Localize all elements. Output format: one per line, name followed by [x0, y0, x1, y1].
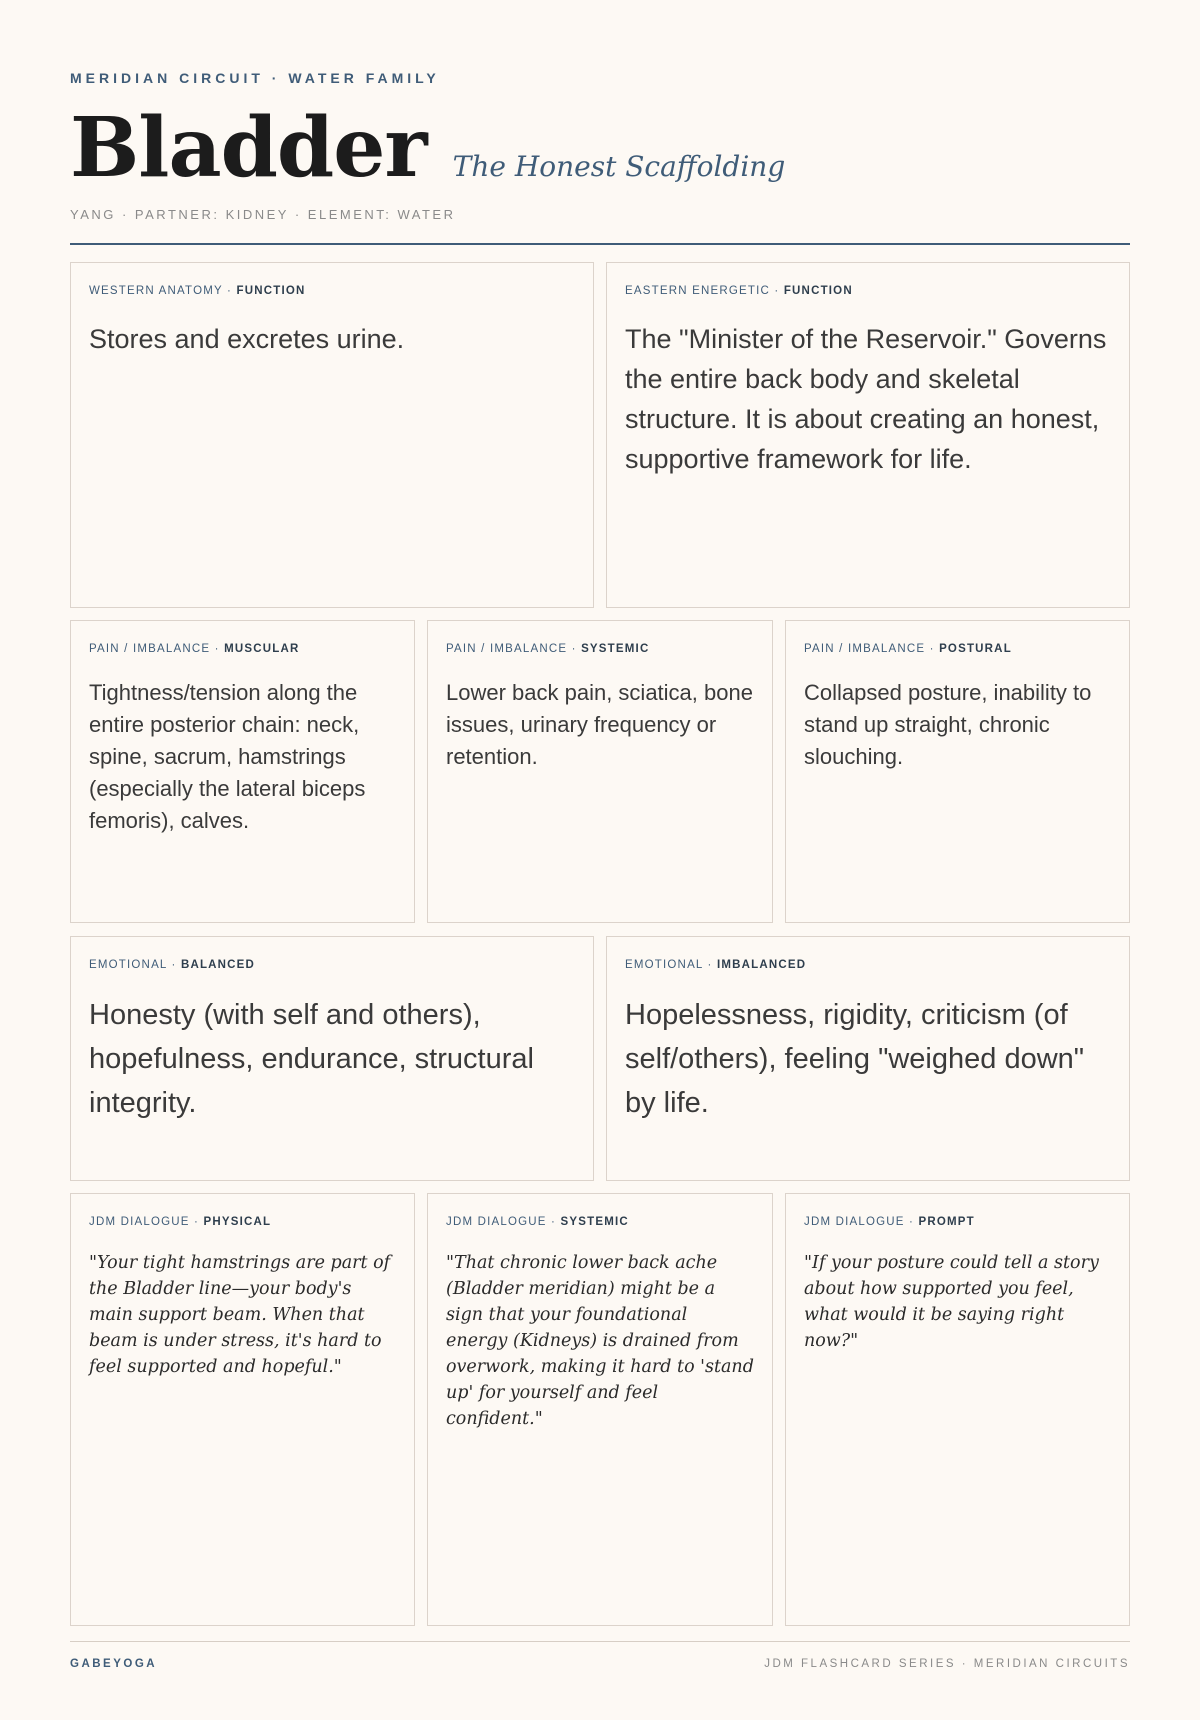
title-row: [70, 100, 785, 196]
card-text: Lower back pain, sciatica, bone issues, urinary frequency or retention.: [446, 680, 753, 769]
card-eastern-energetic: [606, 262, 1130, 608]
card-text: Hopelessness, rigidity, criticism (of self/others), feeling "weighed down" by life.: [625, 999, 1085, 1119]
kicker: MERIDIAN CIRCUIT · WATER FAMILY: [70, 70, 440, 86]
card-emotional-imbalanced: [606, 936, 1130, 1181]
card-text: Tightness/tension along the entire posterior chain: neck, spine, sacrum, hamstrings (especially the lateral biceps femoris), calves.: [89, 680, 366, 833]
footer-series: JDM FLASHCARD SERIES · MERIDIAN CIRCUITS: [764, 1658, 1130, 1670]
card-label: PAIN / IMBALANCE · MUSCULAR: [89, 643, 300, 655]
card-label: PAIN / IMBALANCE · SYSTEMIC: [446, 643, 650, 655]
card-pain-postural: [785, 620, 1130, 923]
card-jdm-prompt: [785, 1193, 1130, 1626]
card-quote: "If your posture could tell a story about how supported you feel, what would it be saying right now?": [804, 1253, 1099, 1351]
card-pain-muscular: [70, 620, 415, 923]
flashcard-page: [70, 0, 1130, 1720]
page-subtitle: The Honest Scaffolding: [452, 150, 786, 183]
card-western-anatomy: [70, 262, 594, 608]
card-label: EASTERN ENERGETIC · FUNCTION: [625, 285, 853, 297]
card-quote: "Your tight hamstrings are part of the Bladder line—your body's main support beam. When that beam is under stress, it's hard to feel supported and hopeful.": [89, 1253, 391, 1377]
card-label: JDM DIALOGUE · PHYSICAL: [89, 1216, 272, 1228]
card-label: PAIN / IMBALANCE · POSTURAL: [804, 643, 1012, 655]
card-label: EMOTIONAL · BALANCED: [89, 959, 256, 971]
meta-line: YANG · PARTNER: KIDNEY · ELEMENT: WATER: [70, 207, 456, 222]
card-label: WESTERN ANATOMY · FUNCTION: [89, 285, 306, 297]
header-divider: [70, 243, 1130, 245]
card-jdm-systemic: [427, 1193, 773, 1626]
footer-brand: GABEYOGA: [70, 1658, 158, 1670]
card-text: Collapsed posture, inability to stand up straight, chronic slouching.: [804, 680, 1092, 769]
footer-divider: [70, 1641, 1130, 1642]
card-jdm-physical: [70, 1193, 415, 1626]
card-quote: "That chronic lower back ache (Bladder meridian) might be a sign that your foundational energy (Kidneys) is drained from overwork, making it hard to 'stand up' for yourself and feel confident.": [446, 1253, 754, 1429]
card-label: JDM DIALOGUE · SYSTEMIC: [446, 1216, 629, 1228]
card-text: The "Minister of the Reservoir." Governs the entire back body and skeletal structure. It is about creating an honest, supportive framework for life.: [625, 324, 1107, 474]
card-label: JDM DIALOGUE · PROMPT: [804, 1216, 975, 1228]
card-text: Stores and excretes urine.: [89, 324, 405, 354]
page-title: Bladder: [70, 100, 427, 196]
card-label: EMOTIONAL · IMBALANCED: [625, 959, 807, 971]
card-text: Honesty (with self and others), hopefulness, endurance, structural integrity.: [89, 999, 534, 1119]
card-pain-systemic: [427, 620, 773, 923]
card-emotional-balanced: [70, 936, 594, 1181]
